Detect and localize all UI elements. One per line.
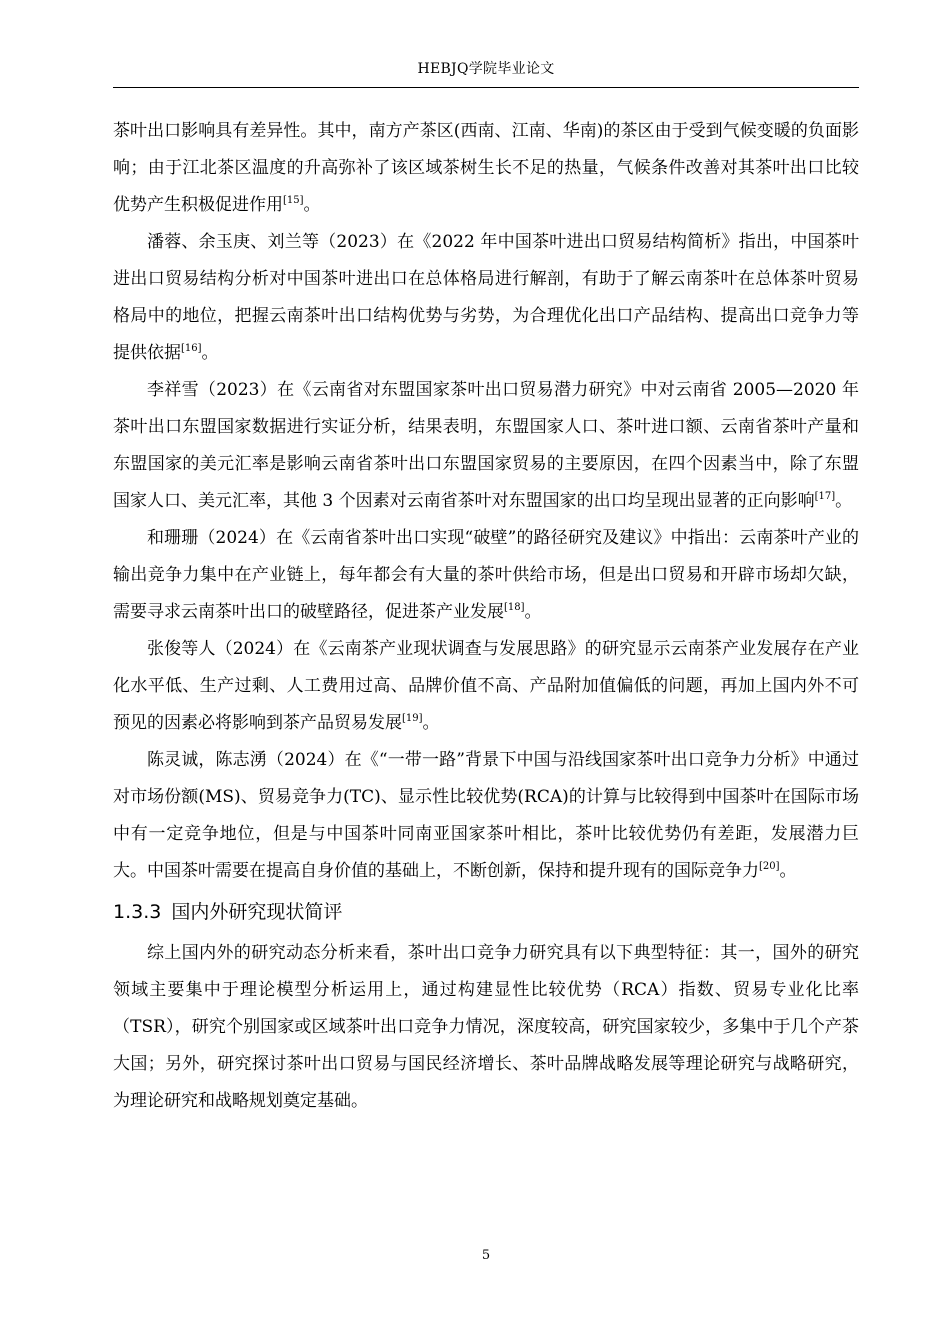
citation-ref: [16] (181, 343, 202, 354)
paragraph-text: 茶叶出口影响具有差异性。其中，南方产茶区(西南、江南、华南)的茶区由于受到气候变暖的负面影响；由于江北茶区温度的升高弥补了该区域茶树生长不足的热量，气候条件改善对其茶叶出口比较优势产生积极促进作用 (113, 121, 859, 215)
paragraph (113, 372, 859, 520)
paragraph-text: 潘蓉、余玉庚、刘兰等（2023）在《2022 年中国茶叶进出口贸易结构简析》指出，中国茶叶进出口贸易结构分析对中国茶叶进出口在总体格局进行解剖，有助于了解云南茶叶在总体茶叶贸易格局中的地位，把握云南茶叶出口结构优势与劣势，为合理优化出口产品结构、提高出口竞争力等提供依据 (113, 232, 859, 363)
paragraph-text: 张俊等人（2024）在《云南茶产业现状调查与发展思路》的研究显示云南茶产业发展存在产业化水平低、生产过剩、人工费用过高、品牌价值不高、产品附加值偏低的问题，再加上国内外不可预见的因素必将影响到茶产品贸易发展 (113, 639, 859, 733)
paragraph-text: 和珊珊（2024）在《云南省茶叶出口实现“破壁”的路径研究及建议》中指出：云南茶叶产业的输出竞争力集中在产业链上，每年都会有大量的茶叶供给市场，但是出口贸易和开辟市场却欠缺，需要寻求云南茶叶出口的破壁路径，促进茶产业发展 (113, 528, 859, 622)
header-divider (113, 87, 859, 88)
citation-ref: [19] (402, 713, 423, 724)
section-number: 1.3.3 (113, 901, 162, 923)
paragraph-text: 李祥雪（2023）在《云南省对东盟国家茶叶出口贸易潜力研究》中对云南省 2005—2020 年茶叶出口东盟国家数据进行实证分析，结果表明，东盟国家人口、茶叶进口额、云南省茶叶产量和东盟国家的美元汇率是影响云南省茶叶出口东盟国家贸易的主要原因，在四个因素当中，除了东盟国家人口、美元汇率，其他 3 个因素对云南省茶叶对东盟国家的出口均呈现出显著的正向影响 (113, 380, 859, 511)
paragraph-tail: 。 (422, 713, 440, 733)
paragraph-tail: 。 (524, 602, 542, 622)
paragraph (113, 520, 859, 631)
citation-ref: [17] (814, 491, 836, 502)
paragraph-continuation (113, 113, 859, 224)
paragraph-text: 陈灵诚，陈志湧（2024）在《“一带一路”背景下中国与沿线国家茶叶出口竞争力分析》中通过对市场份额(MS)、贸易竞争力(TC)、显示性比较优势(RCA)的计算与比较得到中国茶叶在国际市场中有一定竞争地位，但是与中国茶叶同南亚国家茶叶相比，茶叶比较优势仍有差距，发展潜力巨大。中国茶叶需要在提高自身价值的基础上，不断创新，保持和提升现有的国际竞争力 (113, 750, 859, 881)
citation-ref: [15] (283, 195, 304, 206)
paragraph (113, 742, 859, 890)
paragraph-tail: 。 (303, 195, 321, 215)
paragraph (113, 224, 859, 372)
section-heading (113, 893, 859, 931)
paragraph-tail: 。 (201, 343, 219, 363)
page-number: 5 (481, 1248, 491, 1263)
section-title: 国内外研究现状简评 (171, 901, 343, 923)
page-header: HEBJQ学院毕业论文 (417, 61, 555, 77)
paragraph-tail: 。 (835, 491, 853, 511)
paragraph (113, 631, 859, 742)
summary-paragraph: 综上国内外的研究动态分析来看，茶叶出口竞争力研究具有以下典型特征：其一，国外的研究领域主要集中于理论模型分析运用上，通过构建显性比较优势（RCA）指数、贸易专业化比率（TSR），研究个别国家或区域茶叶出口竞争力情况，深度较高，研究国家较少，多集中于几个产茶大国；另外，研究探讨茶叶出口贸易与国民经济增长、茶叶品牌战略发展等理论研究与战略研究，为理论研究和战略规划奠定基础。 (113, 943, 859, 1111)
document-body (113, 113, 859, 1120)
citation-ref: [18] (504, 602, 525, 613)
paragraph-tail: 。 (779, 861, 797, 881)
citation-ref: [20] (759, 861, 780, 872)
